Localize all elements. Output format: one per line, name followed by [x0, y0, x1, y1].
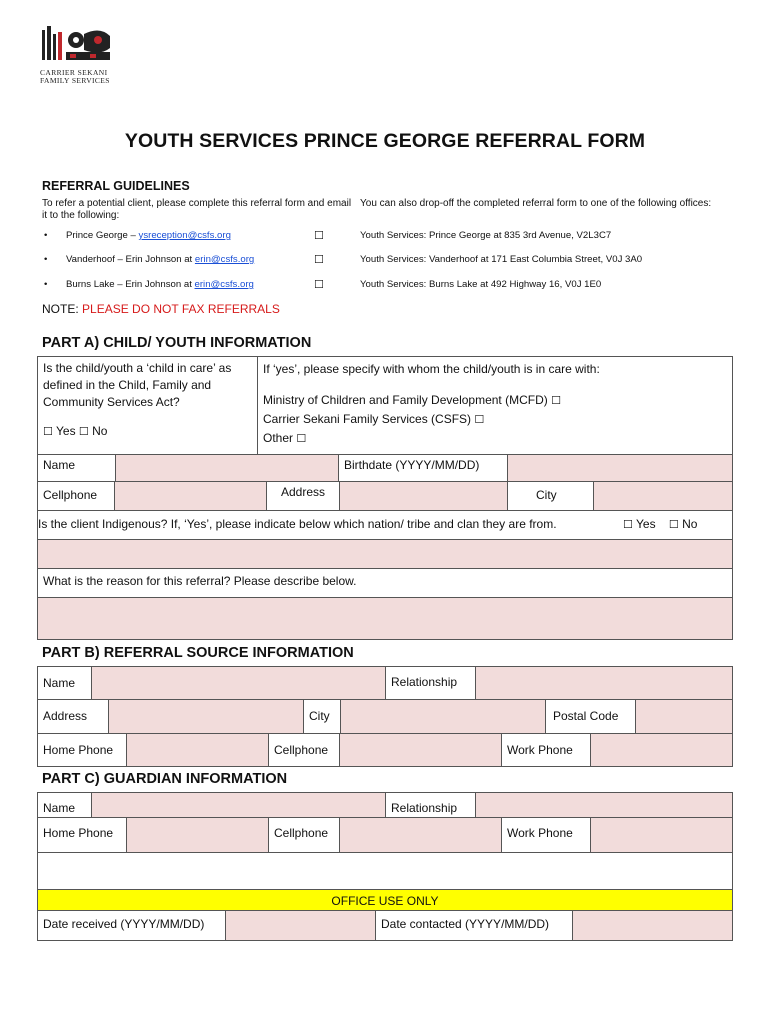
- source-cellphone-label: Cellphone: [268, 733, 340, 767]
- guidelines-left-intro: To refer a potential client, please complete this referral form and email it to the following:: [42, 198, 352, 221]
- guardian-cellphone-field[interactable]: [339, 817, 502, 853]
- office-use-heading: OFFICE USE ONLY: [37, 889, 733, 911]
- guardian-relationship-label: Relationship: [385, 792, 476, 818]
- csfs-option: [263, 410, 727, 429]
- checkbox-icon[interactable]: ☐: [314, 229, 324, 242]
- bullet-icon: •: [44, 279, 48, 290]
- guideline-prefix: Burns Lake – Erin Johnson at: [66, 279, 195, 290]
- checkbox-icon[interactable]: ☐: [623, 518, 633, 531]
- checkbox-icon[interactable]: ☐: [314, 278, 324, 291]
- indigenous-question: Is the client Indigenous? If, ‘Yes’, please indicate below which nation/ tribe and clan they are from.: [38, 517, 557, 531]
- bullet-icon: •: [44, 230, 48, 241]
- source-postal-code-field[interactable]: [635, 699, 733, 734]
- checkbox-icon[interactable]: ☐: [43, 425, 53, 438]
- checkbox-icon[interactable]: ☐: [314, 253, 324, 266]
- guideline-item-prince-george: [66, 230, 231, 241]
- csfs-logo: [40, 26, 114, 85]
- checkbox-icon[interactable]: ☐: [668, 518, 679, 531]
- source-work-phone-field[interactable]: [590, 733, 733, 767]
- source-cellphone-field[interactable]: [339, 733, 502, 767]
- logo-line-2: FAMILY SERVICES: [40, 76, 110, 85]
- guardian-home-phone-field[interactable]: [126, 817, 269, 853]
- source-home-phone-field[interactable]: [126, 733, 269, 767]
- source-address-field[interactable]: [108, 699, 304, 734]
- note: [42, 302, 280, 316]
- name-field[interactable]: [115, 454, 339, 482]
- source-address-label: Address: [37, 699, 109, 734]
- source-name-label: Name: [37, 666, 92, 700]
- checkbox-icon[interactable]: ☐: [296, 432, 307, 445]
- guardian-name-label: Name: [37, 792, 92, 818]
- other-option: [263, 429, 727, 448]
- source-home-phone-label: Home Phone: [37, 733, 127, 767]
- logo-line-1: CARRIER SEKANI: [40, 68, 108, 77]
- email-link-erin[interactable]: erin@csfs.org: [194, 254, 255, 265]
- address-field[interactable]: [339, 481, 508, 511]
- source-city-field[interactable]: [340, 699, 546, 734]
- note-label: NOTE:: [42, 302, 83, 316]
- reason-field[interactable]: [37, 597, 733, 640]
- csfs-label: Carrier Sekani Family Services (CSFS): [263, 412, 472, 426]
- guardian-work-phone-field[interactable]: [590, 817, 733, 853]
- part-a-heading: PART A) CHILD/ YOUTH INFORMATION: [42, 335, 312, 351]
- in-care-question-cell: [37, 356, 258, 455]
- indigenous-question-cell: [37, 510, 733, 540]
- guardian-home-phone-label: Home Phone: [37, 817, 127, 853]
- city-field[interactable]: [593, 481, 733, 511]
- logo-graphic-icon: [40, 26, 114, 64]
- source-postal-code-label: Postal Code: [545, 699, 636, 734]
- guardian-work-phone-label: Work Phone: [501, 817, 591, 853]
- note-text: PLEASE DO NOT FAX REFERRALS: [82, 302, 280, 316]
- guidelines-heading: REFERRAL GUIDELINES: [42, 179, 190, 193]
- guardian-name-field[interactable]: [91, 792, 386, 818]
- in-care-specify-cell: [257, 356, 733, 455]
- cellphone-label: Cellphone: [37, 481, 115, 511]
- date-contacted-label: Date contacted (YYYY/MM/DD): [375, 910, 573, 941]
- date-contacted-field[interactable]: [572, 910, 733, 941]
- city-label: City: [507, 481, 594, 511]
- source-work-phone-label: Work Phone: [501, 733, 591, 767]
- part-b-heading: PART B) REFERRAL SOURCE INFORMATION: [42, 645, 354, 661]
- form-title: YOUTH SERVICES PRINCE GEORGE REFERRAL FORM: [124, 130, 646, 152]
- guideline-item-burns-lake: [66, 279, 254, 290]
- guidelines-right-intro: You can also drop-off the completed referral form to one of the following offices:: [360, 198, 712, 209]
- guardian-notes-field[interactable]: [37, 852, 733, 890]
- indigenous-options: [623, 517, 697, 531]
- cellphone-field[interactable]: [114, 481, 267, 511]
- guideline-item-vanderhoof: [66, 254, 254, 265]
- name-label: Name: [37, 454, 116, 482]
- source-city-label: City: [303, 699, 341, 734]
- date-received-field[interactable]: [225, 910, 376, 941]
- email-link-erin[interactable]: erin@csfs.org: [194, 279, 254, 290]
- yes-label: Yes: [56, 424, 76, 438]
- in-care-specify: If ‘yes’, please specify with whom the child/youth is in care with:: [263, 362, 600, 376]
- yes-label: Yes: [636, 517, 656, 531]
- guardian-cellphone-label: Cellphone: [268, 817, 340, 853]
- checkbox-icon[interactable]: ☐: [551, 394, 561, 407]
- nation-tribe-clan-field[interactable]: [37, 539, 733, 569]
- other-label: Other: [263, 431, 294, 445]
- address-label: Address: [266, 481, 340, 511]
- bullet-icon: •: [44, 254, 48, 265]
- birthdate-field[interactable]: [507, 454, 733, 482]
- part-c-heading: PART C) GUARDIAN INFORMATION: [42, 771, 288, 787]
- mcfd-option: [263, 391, 727, 410]
- in-care-question: Is the child/youth a ‘child in care’ as defined in the Child, Family and Community Services Act?: [43, 361, 232, 409]
- office-prince-george: Youth Services: Prince George at 835 3rd Avenue, V2L3C7: [360, 230, 612, 241]
- no-label: No: [682, 517, 698, 531]
- source-name-field[interactable]: [91, 666, 386, 700]
- office-vanderhoof: Youth Services: Vanderhoof at 171 East Columbia Street, V0J 3A0: [360, 254, 643, 265]
- guideline-prefix: Prince George –: [66, 230, 139, 241]
- birthdate-label: Birthdate (YYYY/MM/DD): [338, 454, 508, 482]
- guardian-relationship-field[interactable]: [475, 792, 733, 818]
- source-relationship-field[interactable]: [475, 666, 733, 700]
- office-burns-lake: Youth Services: Burns Lake at 492 Highway 16, V0J 1E0: [360, 279, 602, 290]
- checkbox-icon[interactable]: ☐: [78, 425, 89, 438]
- no-label: No: [92, 424, 108, 438]
- mcfd-label: Ministry of Children and Family Development (MCFD): [263, 393, 548, 407]
- guideline-prefix: Vanderhoof – Erin Johnson at: [66, 254, 195, 265]
- in-care-options: [43, 423, 252, 440]
- email-link-ysreception[interactable]: ysreception@csfs.org: [138, 230, 231, 241]
- date-received-label: Date received (YYYY/MM/DD): [37, 910, 226, 941]
- source-relationship-label: Relationship: [385, 666, 476, 700]
- reason-question: What is the reason for this referral? Please describe below.: [37, 568, 733, 598]
- checkbox-icon[interactable]: ☐: [474, 413, 485, 426]
